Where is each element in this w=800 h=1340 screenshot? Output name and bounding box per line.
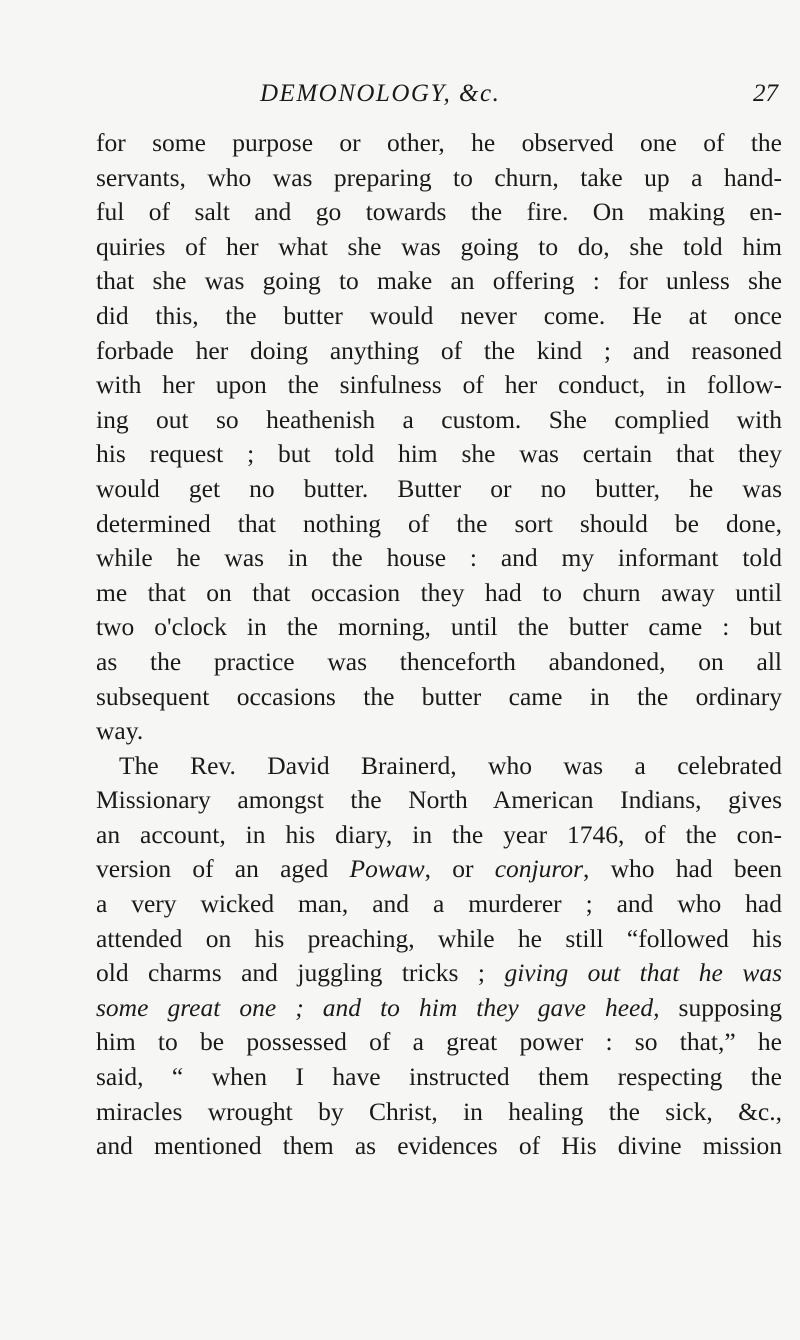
running-head (96, 80, 778, 120)
text-line (96, 956, 782, 991)
text-line: forbade her doing anything of the kind ; and reasoned (96, 335, 782, 365)
text-line: attended on his preaching, while he still “followed his (96, 923, 782, 953)
running-head-title: DEMONOLOGY, &c. (260, 80, 501, 107)
text-line: him to be possessed of a great power : so that,” he (96, 1027, 782, 1057)
text-line: would get no butter. Butter or no butter, he was (96, 473, 782, 503)
text-line: determined that nothing of the sort should be done, (96, 508, 782, 538)
text-line (96, 852, 782, 887)
italic-term-conjuror: conjuror (494, 854, 584, 884)
italic-term-powaw: Powaw (349, 854, 425, 884)
text-line: an account, in his diary, in the year 1746, of the con- (96, 819, 782, 849)
text-line: me that on that occasion they had to churn away until (96, 577, 782, 607)
text-run: , who had been (583, 854, 782, 884)
text-line: his request ; but told him she was certain that they (96, 439, 782, 469)
text-line: ful of salt and go towards the fire. On making en- (96, 197, 782, 227)
text-line: servants, who was preparing to churn, take up a hand- (96, 162, 782, 192)
text-line: said, “ when I have instructed them respecting the (96, 1062, 782, 1092)
text-line: miracles wrought by Christ, in healing the sick, &c., (96, 1096, 782, 1126)
text-line: with her upon the sinfulness of her conduct, in follow- (96, 370, 782, 400)
text-line: that she was going to make an offering : for unless she (96, 266, 782, 296)
text-run: supposing (659, 992, 782, 1022)
text-line: two o'clock in the morning, until the butter came : but (96, 612, 782, 642)
body-text (96, 126, 782, 1164)
page-number: 27 (753, 80, 778, 107)
text-line: did this, the butter would never come. He at once (96, 300, 782, 330)
text-line (96, 991, 782, 1026)
text-line: subsequent occasions the butter came in the ordinary (96, 681, 782, 711)
text-line: ing out so heathenish a custom. She complied with (96, 404, 782, 434)
text-line: way. (96, 716, 144, 746)
italic-quote: some great one ; and to him they gave heed, (96, 992, 660, 1022)
text-line: while he was in the house : and my informant told (96, 543, 782, 573)
text-line: and mentioned them as evidences of His divine mission (96, 1131, 782, 1161)
text-line: as the practice was thenceforth abandoned, on all (96, 646, 782, 676)
text-run: old charms and juggling tricks ; (96, 958, 505, 988)
text-line: a very wicked man, and a murderer ; and who had (96, 889, 782, 919)
paragraph-first-line: The Rev. David Brainerd, who was a celebrated (119, 750, 782, 780)
text-run: version of an aged (96, 854, 350, 884)
italic-quote: giving out that he was (504, 958, 782, 988)
text-line: for some purpose or other, he observed one of the (96, 128, 782, 157)
text-run: , or (424, 854, 495, 884)
text-line: Missionary amongst the North American Indians, gives (96, 785, 782, 815)
text-line: quiries of her what she was going to do, she told him (96, 231, 782, 261)
